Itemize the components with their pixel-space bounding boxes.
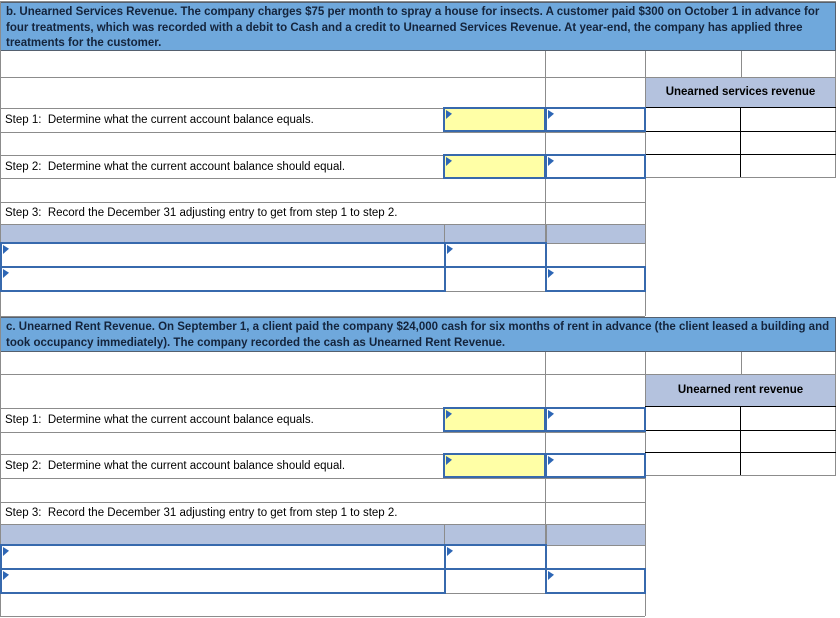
input-value	[547, 409, 644, 430]
t-account-b-credit-cell	[741, 131, 836, 154]
input-value	[547, 268, 644, 290]
b-step2-description-input[interactable]	[443, 154, 546, 179]
b-step1-amount-input[interactable]	[545, 107, 646, 132]
input-value	[547, 156, 644, 177]
b-step2-amount-input[interactable]	[545, 154, 646, 179]
input-value	[547, 109, 644, 130]
c-journal-header-row	[0, 524, 645, 545]
c-journal-row1-account-input[interactable]	[0, 544, 446, 570]
t-account-b-debit-cell	[645, 131, 740, 154]
input-value	[547, 455, 644, 476]
c-step3-label: Step 3: Record the December 31 adjusting entry to get from step 1 to step 2.	[5, 507, 398, 519]
c-step1-label: Step 1: Determine what the current account balance equals.	[5, 414, 314, 426]
t-account-b-debit-cell	[645, 107, 740, 131]
c-step2-description-input[interactable]	[443, 453, 546, 478]
input-value	[2, 268, 444, 290]
input-value	[445, 409, 544, 430]
b-journal-row2-account-input[interactable]	[0, 266, 446, 292]
t-account-title-unearned-services-revenue: Unearned services revenue	[645, 77, 836, 107]
c-journal-row1-debit-input[interactable]	[444, 544, 547, 570]
c-step1-amount-input[interactable]	[545, 407, 646, 432]
t-account-c-credit-cell	[741, 430, 836, 452]
t-account-b-credit-cell	[741, 154, 836, 177]
t-account-c-debit-cell	[645, 452, 740, 475]
input-value	[2, 546, 444, 568]
section-b-intro-banner: b. Unearned Services Revenue. The company charges $75 per month to spray a house for insects. A customer paid $300 on October 1 in advance for four treatments, which was recorded with a debit to Cash and a credit to Unearned Services Revenue. At year-end, the company has applied three treatments for the customer.	[0, 2, 836, 51]
input-value	[446, 244, 545, 266]
c-journal-row2-credit-input[interactable]	[545, 568, 646, 594]
input-value	[446, 546, 545, 568]
t-account-title-unearned-rent-revenue: Unearned rent revenue	[645, 374, 836, 406]
input-value	[2, 570, 444, 592]
b-step1-description-input[interactable]	[443, 107, 546, 132]
t-account-b-debit-cell	[645, 154, 740, 177]
c-step2-amount-input[interactable]	[545, 453, 646, 478]
t-account-c-debit-cell	[645, 430, 740, 452]
section-c-intro-banner: c. Unearned Rent Revenue. On September 1, a client paid the company $24,000 cash for six months of rent in advance (the client leased a building and took occupancy immediately). The company recorded the cash as Unearned Rent Revenue.	[0, 317, 836, 352]
input-value	[547, 570, 644, 592]
input-value	[445, 156, 544, 177]
input-value	[2, 244, 444, 266]
b-journal-header-row	[0, 224, 645, 243]
b-step2-label: Step 2: Determine what the current account balance should equal.	[5, 160, 346, 173]
input-value	[445, 109, 544, 130]
b-step3-label: Step 3: Record the December 31 adjusting entry to get from step 1 to step 2.	[5, 207, 398, 219]
c-journal-row2-account-input[interactable]	[0, 568, 446, 594]
b-step1-label: Step 1: Determine what the current account balance equals.	[5, 114, 314, 126]
input-value	[445, 455, 544, 476]
b-journal-row1-debit-input[interactable]	[444, 242, 547, 268]
t-account-c-credit-cell	[741, 406, 836, 430]
b-journal-row1-account-input[interactable]	[0, 242, 446, 268]
t-account-b-credit-cell	[741, 107, 836, 131]
t-account-c-credit-cell	[741, 452, 836, 475]
c-step2-label: Step 2: Determine what the current account balance should equal.	[5, 460, 346, 472]
c-step1-description-input[interactable]	[443, 407, 546, 432]
t-account-c-debit-cell	[645, 406, 740, 430]
b-journal-row2-credit-input[interactable]	[545, 266, 646, 292]
